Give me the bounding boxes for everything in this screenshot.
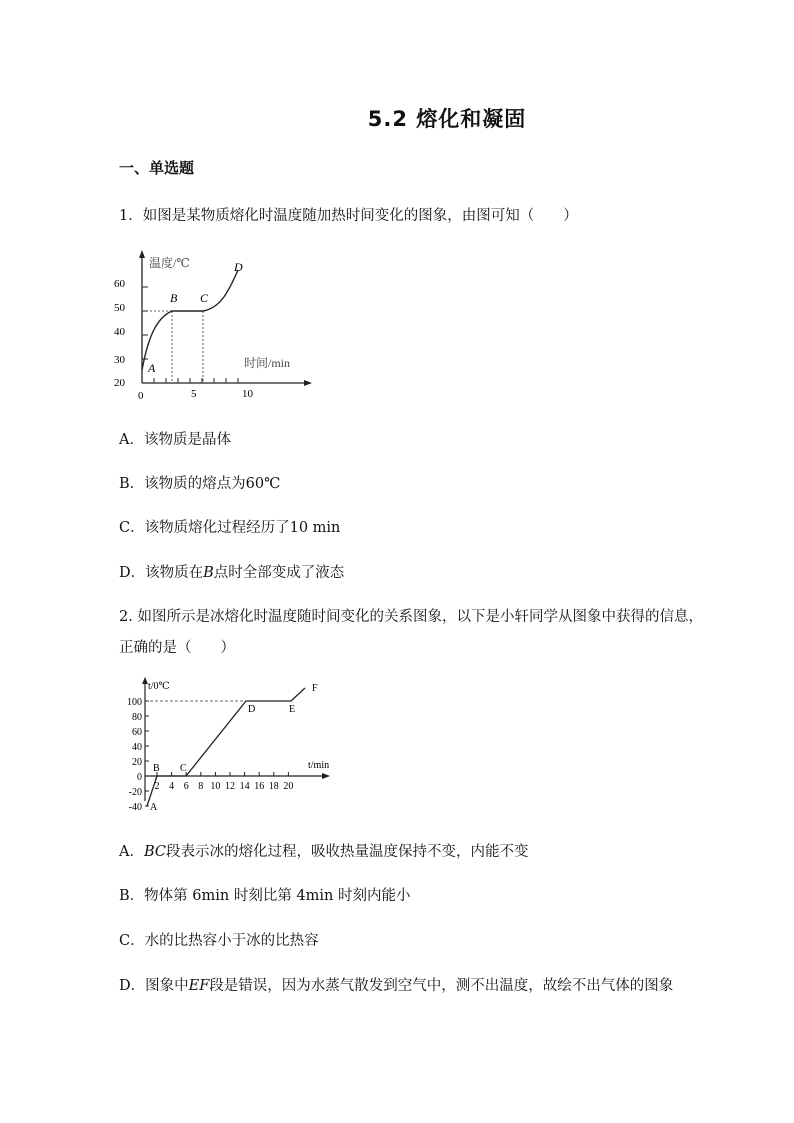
option-variable: BC <box>143 844 167 860</box>
q2-point-label: B <box>153 763 160 774</box>
q1-point-label: C <box>200 291 209 305</box>
option-text: D．图象中 <box>119 978 189 994</box>
q1-point-label: D <box>234 260 243 274</box>
question-2-stem-line2: 正确的是（ ） <box>119 640 235 656</box>
q1-xtick: 5 <box>191 388 197 400</box>
q2-xtick-label: 16 <box>254 781 265 792</box>
q1-option-b: B．该物质的熔点为60℃ <box>119 476 281 492</box>
q1-ytick: 20 <box>114 377 125 389</box>
q2-xtick-label: 20 <box>283 781 294 792</box>
q2-ytick-label: 100 <box>127 697 142 708</box>
option-text: 点时全部变成了液态 <box>213 565 345 581</box>
q2-option-c: C．水的比热容小于冰的比热容 <box>119 933 319 949</box>
q2-xlabel: t/min <box>308 760 330 771</box>
page-title: 5.2 熔化和凝固 <box>367 107 527 131</box>
q2-ytick-label: -20 <box>128 787 142 798</box>
q2-point-label: F <box>312 683 318 694</box>
q1-xtick: 10 <box>242 388 253 400</box>
option-text: 段表示冰的熔化过程，吸收热量温度保持不变，内能不变 <box>166 844 529 860</box>
option-variable: B <box>203 565 214 581</box>
q2-point-label: D <box>248 704 256 715</box>
q1-figure <box>112 248 322 403</box>
q2-ylabel: t/0℃ <box>148 681 170 692</box>
q1-xlabel: 时间/min <box>244 356 291 370</box>
q2-xtick-label: 4 <box>169 781 175 792</box>
q2-point-label: A <box>150 802 158 813</box>
q2-option-a <box>119 840 529 861</box>
q1-option-c: C．该物质熔化过程经历了10 min <box>119 520 341 536</box>
q1-ytick: 50 <box>114 302 125 314</box>
question-2-stem-line1: 2. 如图所示是冰熔化时温度随时间变化的关系图象，以下是小轩同学从图象中获得的信息， <box>119 609 703 625</box>
q2-ytick-label: -40 <box>128 802 142 813</box>
q2-option-d <box>119 974 673 995</box>
q2-point-label: E <box>289 704 296 715</box>
option-text: D．该物质在 <box>119 565 204 581</box>
q2-xtick-label: 8 <box>198 781 204 792</box>
q1-point-label: B <box>170 291 178 305</box>
q2-xtick-label: 10 <box>210 781 221 792</box>
q2-ytick-label: 60 <box>132 727 142 738</box>
q2-point-label: C <box>180 763 187 774</box>
q1-option-d <box>119 561 344 582</box>
q2-ytick-label: 40 <box>132 742 142 753</box>
q2-ytick-label: 0 <box>137 772 142 783</box>
q2-ytick-label: 80 <box>132 712 142 723</box>
q1-ytick: 60 <box>114 278 125 290</box>
q1-xtick: 0 <box>138 390 144 402</box>
q2-xtick-label: 2 <box>154 781 160 792</box>
q1-ytick: 40 <box>114 326 125 338</box>
q1-ytick: 30 <box>114 354 125 366</box>
q2-xtick-label: 6 <box>183 781 189 792</box>
question-1-stem: 1．如图是某物质熔化时温度随加热时间变化的图象，由图可知（ ） <box>119 208 578 224</box>
q2-option-b: B．物体第 6min 时刻比第 4min 时刻内能小 <box>119 888 411 904</box>
option-text: 段是错误，因为水蒸气散发到空气中，测不出温度，故绘不出气体的图象 <box>209 978 674 994</box>
q2-figure <box>115 676 340 816</box>
q2-xtick-label: 14 <box>239 781 250 792</box>
q1-ylabel: 温度/℃ <box>149 256 190 270</box>
option-text: A． <box>119 844 144 860</box>
q2-xtick-label: 18 <box>268 781 279 792</box>
option-variable: EF <box>188 978 210 994</box>
section-heading: 一、单选题 <box>119 159 195 177</box>
q1-option-a: A．该物质是晶体 <box>119 432 231 448</box>
q1-point-label: A <box>148 361 156 375</box>
q2-xtick-label: 12 <box>225 781 235 792</box>
q2-ytick-label: 20 <box>132 757 142 768</box>
